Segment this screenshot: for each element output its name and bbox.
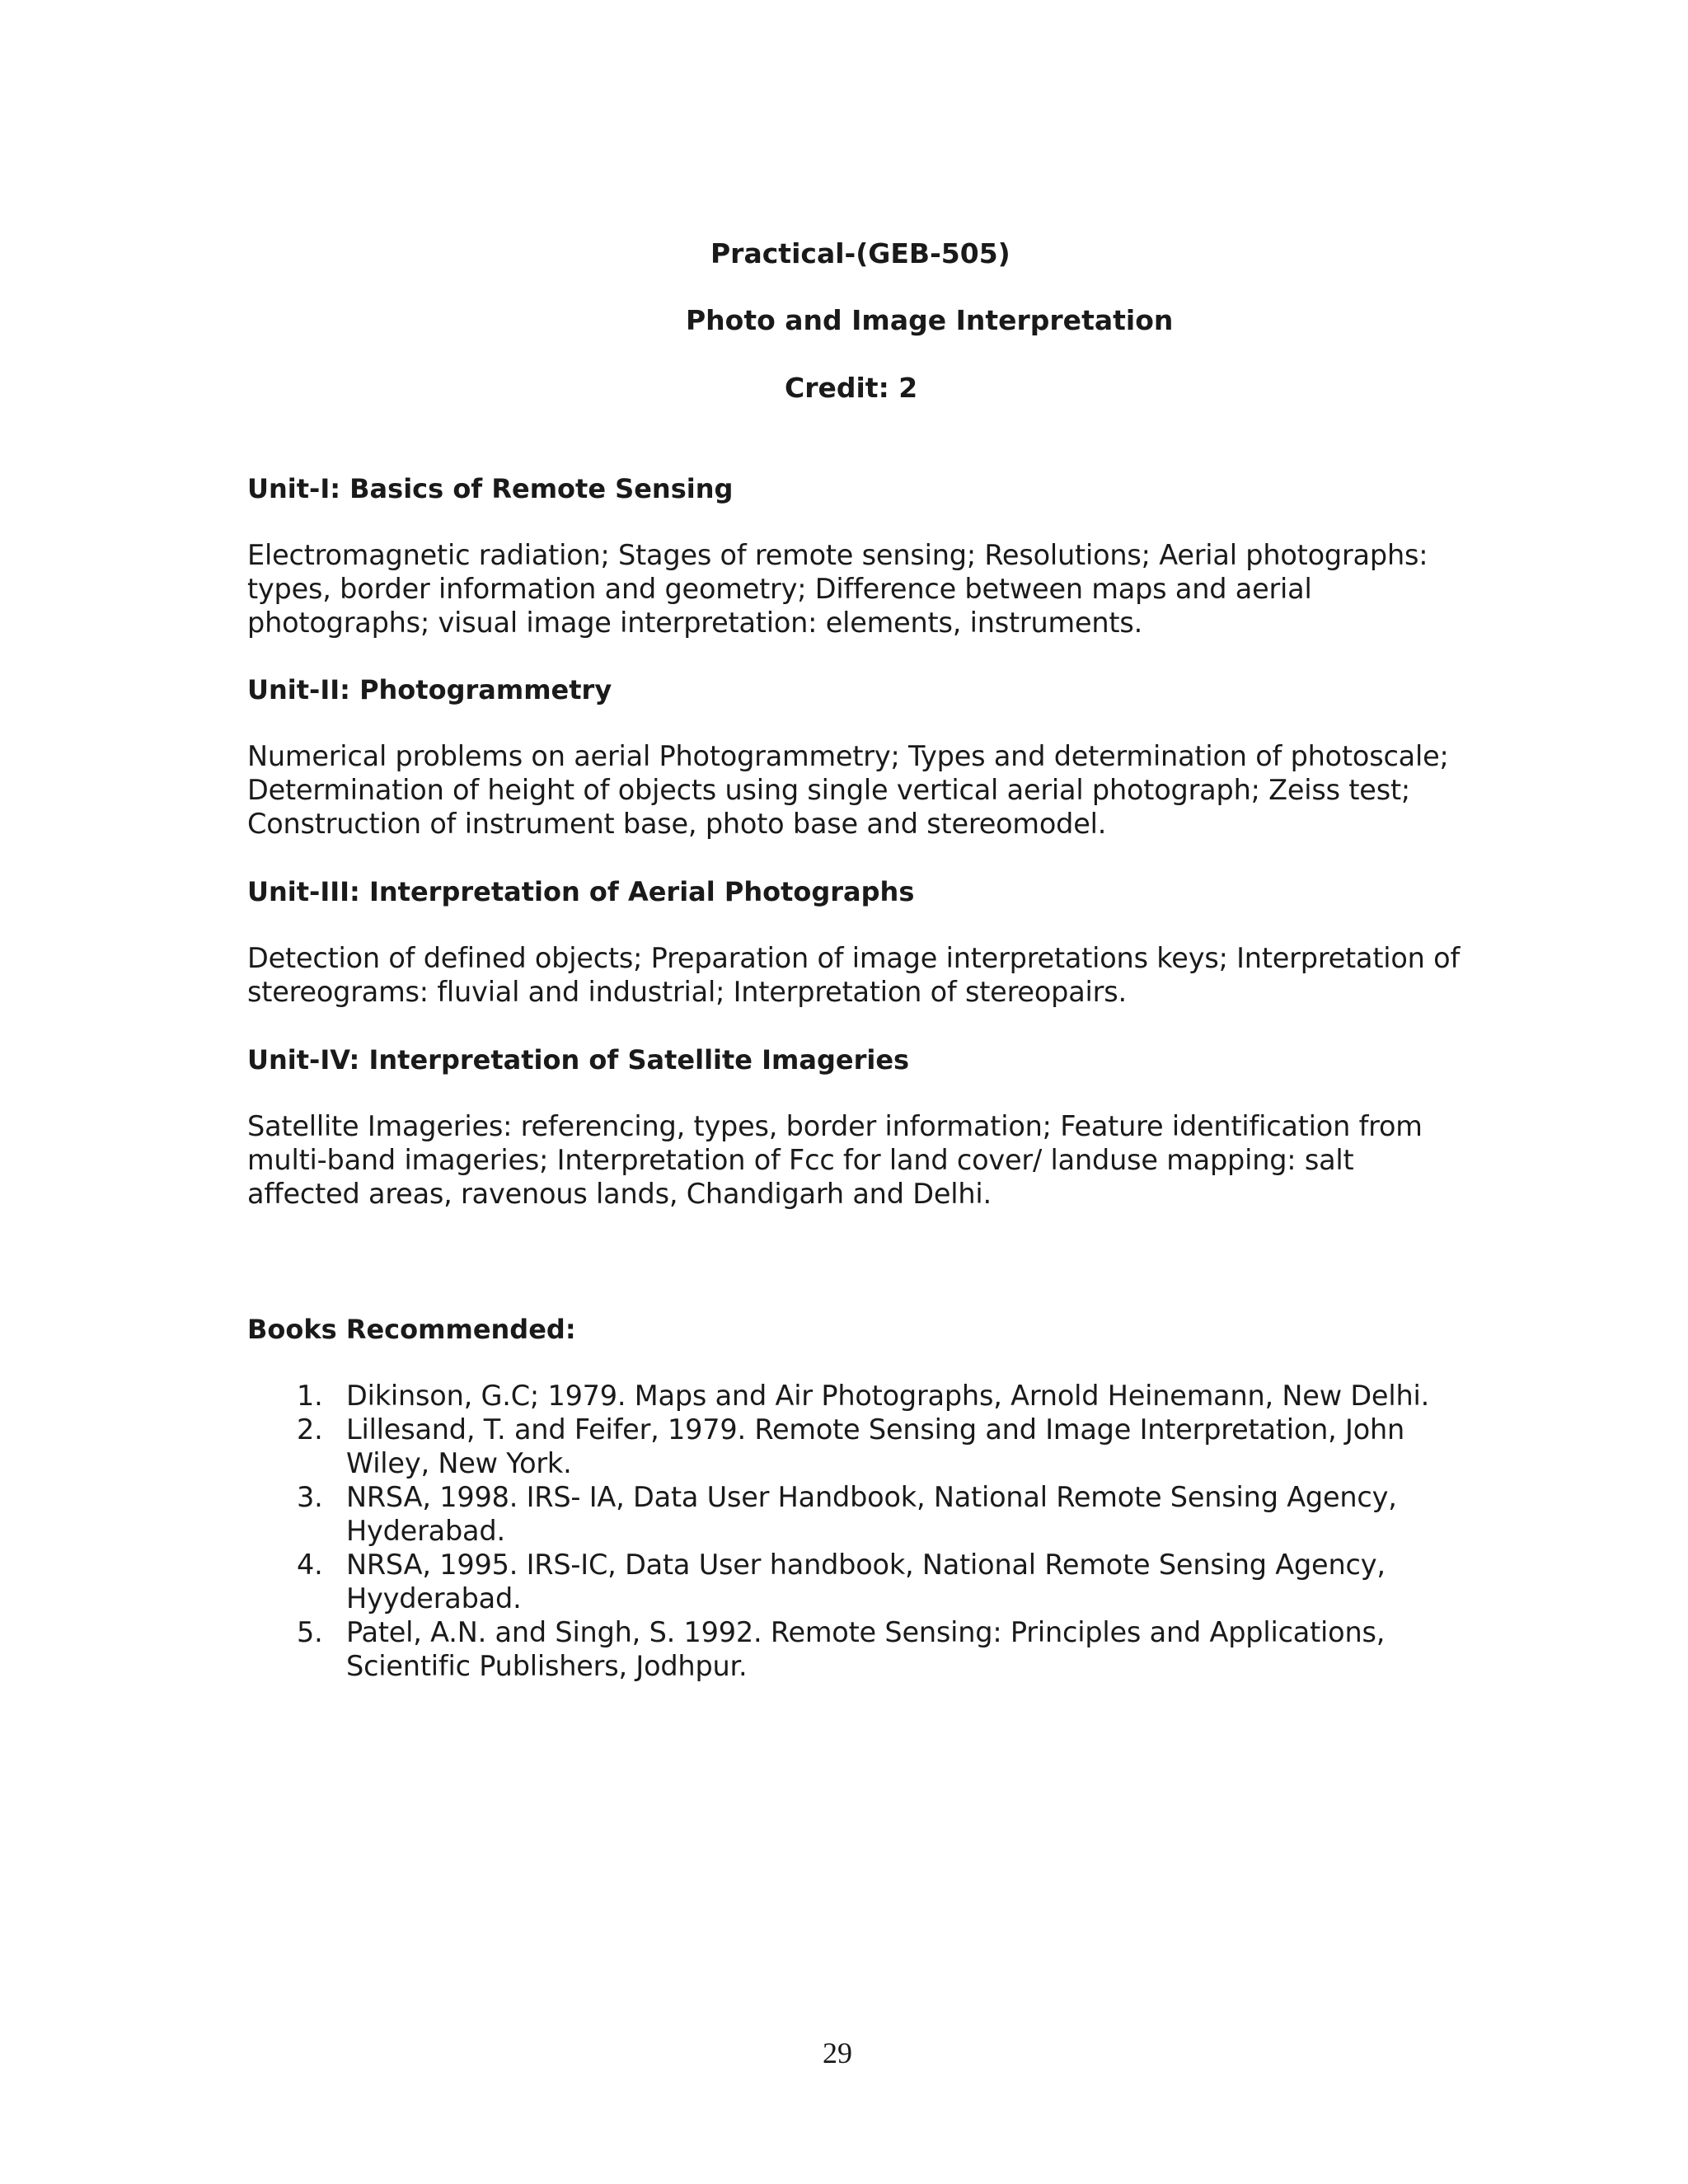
book-number: 3. (297, 1481, 323, 1513)
book-line: Patel, A.N. and Singh, S. 1992. Remote Sensing: Principles and Applications, (346, 1616, 1386, 1648)
book-number: 4. (297, 1549, 323, 1581)
page-number: 29 (823, 2036, 852, 2069)
books-list (247, 1379, 1467, 1683)
book-item (247, 1480, 1467, 1548)
unit-1-line: photographs; visual image interpretation: elements, instruments. (247, 607, 1143, 639)
unit-1-body (247, 538, 1467, 640)
unit-1-line: types, border information and geometry; Difference between maps and aerial (247, 573, 1312, 605)
unit-4-line: affected areas, ravenous lands, Chandigarh and Delhi. (247, 1178, 992, 1210)
unit-4-heading: Unit-IV: Interpretation of Satellite Imageries (247, 1044, 910, 1076)
book-number: 5. (297, 1616, 323, 1648)
book-item (247, 1379, 1467, 1413)
book-line: NRSA, 1995. IRS-IC, Data User handbook, National Remote Sensing Agency, (346, 1549, 1386, 1581)
unit-2-body (247, 739, 1467, 841)
book-line: Dikinson, G.C; 1979. Maps and Air Photographs, Arnold Heinemann, New Delhi. (346, 1380, 1430, 1412)
unit-4-line: Satellite Imageries: referencing, types, border information; Feature identification from (247, 1110, 1423, 1142)
unit-4-body (247, 1109, 1467, 1211)
unit-2-line: Numerical problems on aerial Photogrammetry; Types and determination of photoscale; (247, 740, 1449, 772)
books-heading: Books Recommended: (247, 1314, 576, 1345)
book-item (247, 1413, 1467, 1480)
course-subtitle: Photo and Image Interpretation (686, 304, 1174, 336)
book-line: NRSA, 1998. IRS- IA, Data User Handbook, National Remote Sensing Agency, (346, 1481, 1397, 1513)
unit-1-line: Electromagnetic radiation; Stages of remote sensing; Resolutions; Aerial photographs: (247, 539, 1428, 571)
unit-4-line: multi-band imageries; Interpretation of Fcc for land cover/ landuse mapping: salt (247, 1144, 1354, 1176)
book-line: Scientific Publishers, Jodhpur. (346, 1650, 748, 1682)
unit-2-line: Construction of instrument base, photo base and stereomodel. (247, 808, 1107, 840)
unit-2-heading: Unit-II: Photogrammetry (247, 674, 612, 705)
book-number: 2. (297, 1413, 323, 1446)
unit-3-line: Detection of defined objects; Preparation of image interpretations keys; Interpretation of (247, 942, 1461, 974)
book-number: 1. (297, 1380, 323, 1412)
course-credit: Credit: 2 (785, 372, 918, 404)
book-item (247, 1548, 1467, 1615)
unit-1-heading: Unit-I: Basics of Remote Sensing (247, 473, 734, 504)
book-item (247, 1615, 1467, 1683)
book-line: Lillesand, T. and Feifer, 1979. Remote Sensing and Image Interpretation, John (346, 1413, 1405, 1446)
book-line: Hyyderabad. (346, 1582, 522, 1615)
unit-3-heading: Unit-III: Interpretation of Aerial Photographs (247, 876, 915, 907)
unit-2-line: Determination of height of objects using single vertical aerial photograph; Zeiss test; (247, 774, 1410, 806)
book-line: Hyderabad. (346, 1515, 505, 1547)
course-title: Practical-(GEB-505) (710, 237, 1010, 269)
unit-3-line: stereograms: fluvial and industrial; Interpretation of stereopairs. (247, 976, 1127, 1008)
unit-3-body (247, 941, 1467, 1009)
book-line: Wiley, New York. (346, 1447, 572, 1479)
